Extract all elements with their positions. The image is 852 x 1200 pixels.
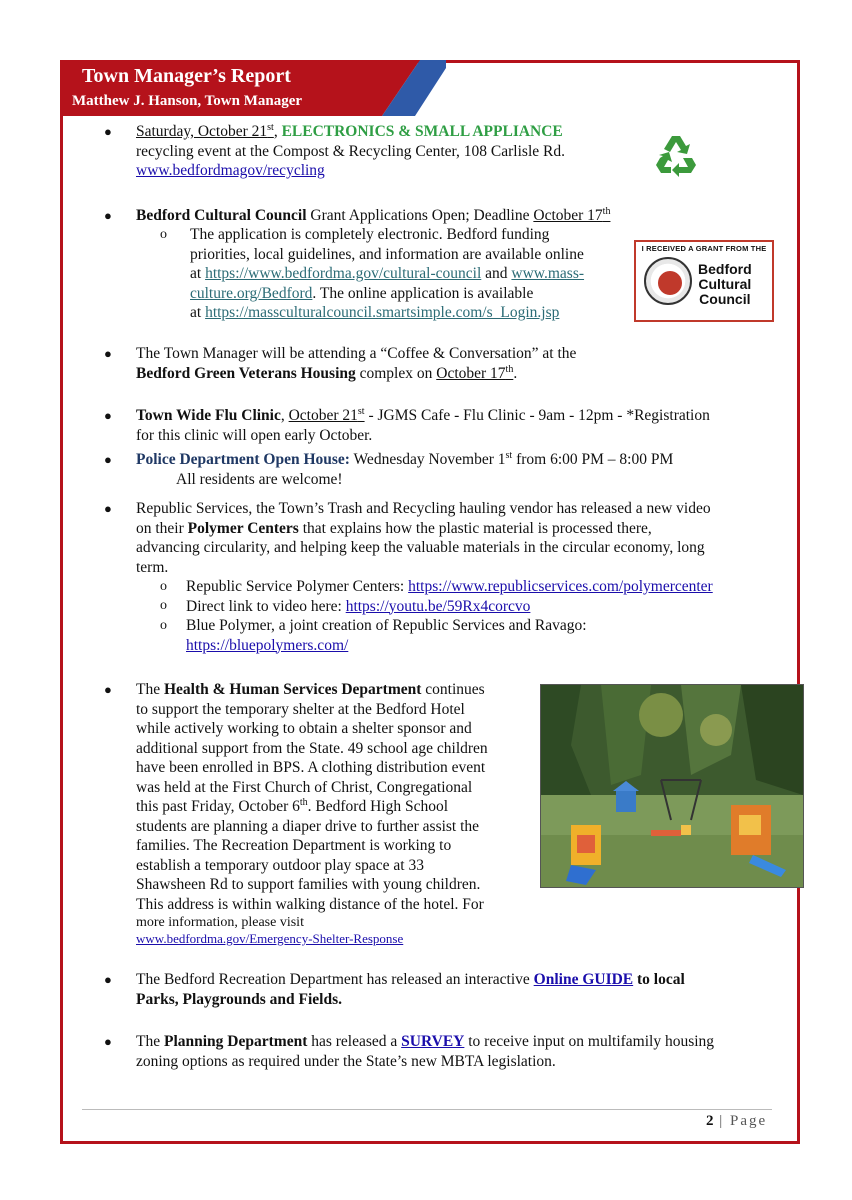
sub-bullet-icon: o — [160, 618, 167, 633]
footer-divider — [82, 1109, 772, 1110]
bullet-icon: ● — [104, 682, 112, 697]
polymer-center-link[interactable]: https://www.republicservices.com/polymercenter — [408, 578, 713, 595]
application-link[interactable]: https://massculturalcouncil.smartsimple.com/s_Login.jsp — [205, 304, 560, 321]
cultural-council-title: Bedford Cultural Council — [136, 207, 307, 224]
recycle-icon — [652, 132, 700, 178]
electronics-detail: recycling event at the Compost & Recycling Center, 108 Carlisle Rd. — [136, 142, 565, 160]
bullet-icon: ● — [104, 208, 112, 223]
report-header — [60, 60, 446, 116]
video-link[interactable]: https://youtu.be/59Rx4corcvo — [345, 597, 531, 615]
bullet-icon: ● — [104, 972, 112, 987]
cultural-council-link[interactable]: https://www.bedfordma.gov/cultural-council — [205, 265, 482, 282]
electronics-date: Saturday, October 21st — [136, 121, 274, 140]
cultural-deadline: October 17th — [533, 205, 611, 224]
online-guide-link[interactable]: Online GUIDE — [533, 971, 634, 988]
shelter-response-link[interactable]: www.bedfordma.gov/Emergency-Shelter-Response — [136, 931, 404, 946]
report-title: Town Manager’s Report — [82, 65, 291, 87]
bullet-icon: ● — [104, 452, 112, 467]
badge-caption: I RECEIVED A GRANT FROM THE — [641, 244, 767, 253]
bullet-icon: ● — [104, 501, 112, 516]
sub-bullet-icon: o — [160, 598, 167, 613]
report-author: Matthew J. Hanson, Town Manager — [72, 93, 303, 109]
page-number: 2 | Page — [706, 1113, 768, 1129]
badge-name: Bedford Cultural Council — [698, 261, 752, 307]
bullet-icon: ● — [104, 124, 112, 139]
sub-bullet-icon: o — [160, 579, 167, 594]
mass-culture-link[interactable]: www.mass- — [511, 265, 585, 282]
recycling-link[interactable]: www.bedfordmagov/recycling — [136, 162, 325, 179]
mass-culture-link-cont[interactable]: culture.org/Bedford — [190, 284, 313, 302]
electronics-title: ELECTRONICS & SMALL APPLIANCE — [281, 123, 563, 140]
sub-bullet-icon: o — [160, 227, 167, 242]
playground-photo — [540, 684, 804, 888]
bluepolymers-link[interactable]: https://bluepolymers.com/ — [186, 636, 349, 654]
bullet-icon: ● — [104, 346, 112, 361]
survey-link[interactable]: SURVEY — [401, 1033, 465, 1050]
bullet-icon: ● — [104, 1034, 112, 1049]
bullet-icon: ● — [104, 408, 112, 423]
